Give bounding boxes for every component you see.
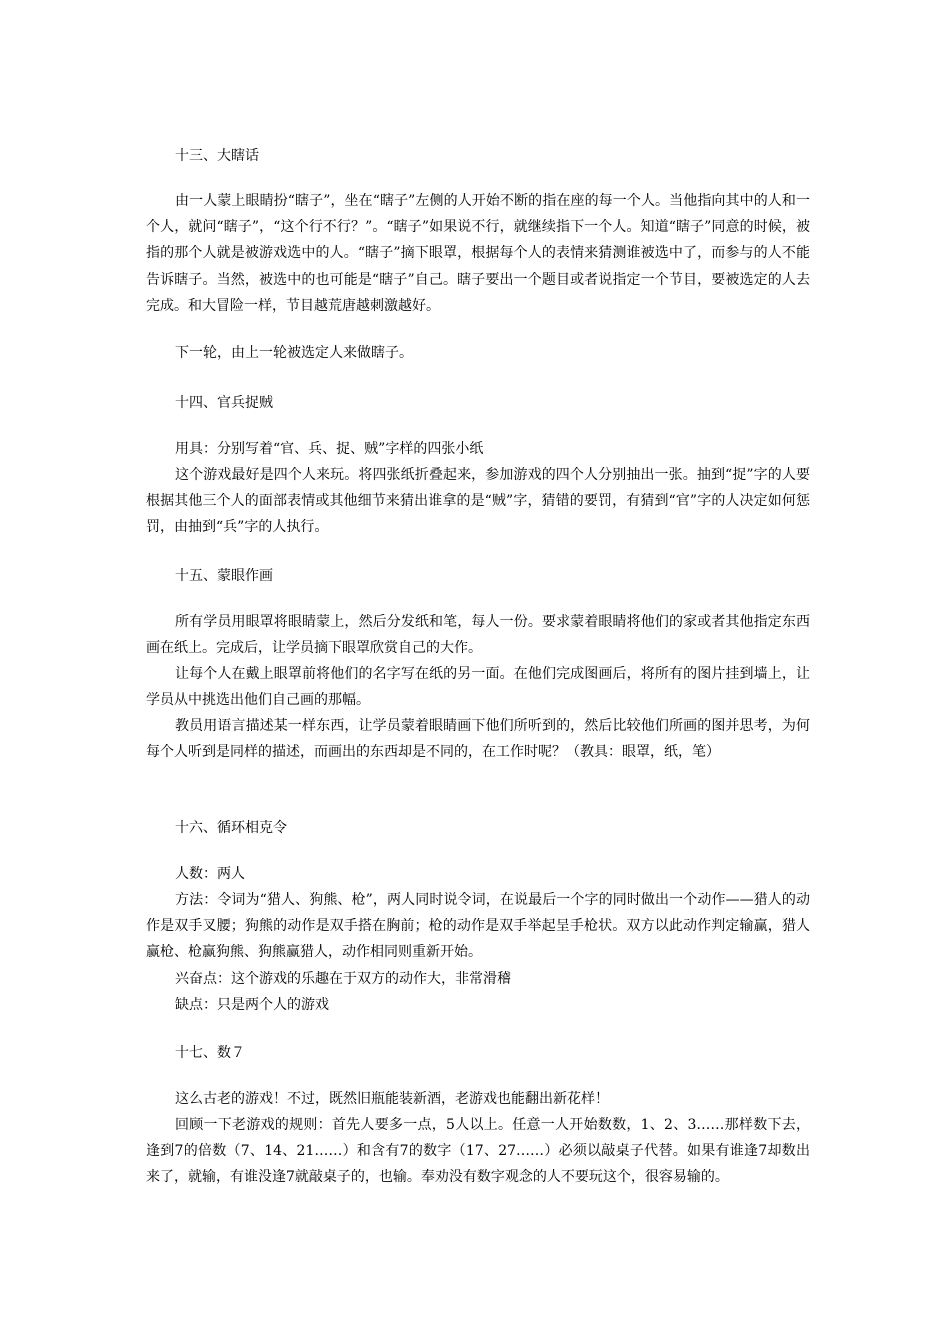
section-15-paragraph-3: 教员用语言描述某一样东西，让学员蒙着眼睛画下他们所听到的，然后比较他们所画的图并思考，为何每个人听到是同样的描述，而画出的东西却是不同的，在工作时呢？（教具：眼罩，纸，笔） [146, 718, 810, 761]
section-16-paragraph-4: 缺点：只是两个人的游戏 [175, 997, 329, 1013]
section-17-paragraph-2: 回顾一下老游戏的规则：首先人要多一点，5人以上。任意一人开始数数，1、2、3……那样数下去，逢到7的倍数（7、14、21……）和含有7的数字（17、27……）必须以敲桌子代替。如果有谁逢7却数出来了，就输，有谁没逢7就敲桌子的，也输。奉劝没有数字观念的人不要玩这个，很容易输的。 [146, 1117, 810, 1186]
section-16-paragraph-2: 方法：令词为“猎人、狗熊、枪”，两人同时说令词，在说最后一个字的同时做出一个动作——猎人的动作是双手叉腰；狗熊的动作是双手搭在胸前；枪的动作是双手举起呈手枪状。双方以此动作判定输赢，猎人赢枪、枪赢狗熊、狗熊赢猎人，动作相同则重新开始。 [146, 892, 810, 961]
section-16-paragraph-3: 兴奋点：这个游戏的乐趣在于双方的动作大，非常滑稽 [175, 971, 511, 987]
section-14-paragraph-1: 用具：分别写着“官、兵、捉、贼”字样的四张小纸 [175, 441, 484, 457]
section-13-paragraph-1: 由一人蒙上眼睛扮“瞎子”，坐在“瞎子”左侧的人开始不断的指在座的每一个人。当他指向其中的人和一个人，就问“瞎子”，“这个行不行？”。“瞎子”如果说不行，就继续指下一个人。知道“瞎子”同意的时候，被指的那个人就是被游戏选中的人。“瞎子”摘下眼罩，根据每个人的表情来猜测谁被选中了，而参与的人不能告诉瞎子。当然，被选中的也可能是“瞎子”自己。瞎子要出一个题目或者说指定一个节目，要被选定的人去完成。和大冒险一样，节目越荒唐越刺激越好。 [146, 193, 810, 314]
section-title-15: 十五、蒙眼作画 [175, 568, 273, 584]
section-title-16: 十六、循环相克令 [175, 820, 287, 836]
section-17-paragraph-1: 这么古老的游戏！不过，既然旧瓶能装新酒，老游戏也能翻出新花样！ [175, 1091, 609, 1107]
section-title-13: 十三、大瞎话 [175, 148, 259, 164]
section-title-14: 十四、官兵捉贼 [175, 395, 273, 411]
section-15-paragraph-1: 所有学员用眼罩将眼睛蒙上，然后分发纸和笔，每人一份。要求蒙着眼睛将他们的家或者其他指定东西画在纸上。完成后，让学员摘下眼罩欣赏自己的大作。 [146, 614, 810, 657]
section-14-paragraph-2: 这个游戏最好是四个人来玩。将四张纸折叠起来，参加游戏的四个人分别抽出一张。抽到“捉”字的人要根据其他三个人的面部表情或其他细节来猜出谁拿的是“贼”字，猜错的要罚，有猜到“官”字的人决定如何惩罚，由抽到“兵”字的人执行。 [146, 467, 810, 536]
section-13-paragraph-2: 下一轮，由上一轮被选定人来做瞎子。 [175, 345, 413, 361]
section-15-paragraph-2: 让每个人在戴上眼罩前将他们的名字写在纸的另一面。在他们完成图画后，将所有的图片挂到墙上，让学员从中挑选出他们自己画的那幅。 [146, 666, 810, 709]
section-16-paragraph-1: 人数：两人 [175, 866, 245, 882]
section-title-17: 十七、数７ [175, 1045, 245, 1061]
